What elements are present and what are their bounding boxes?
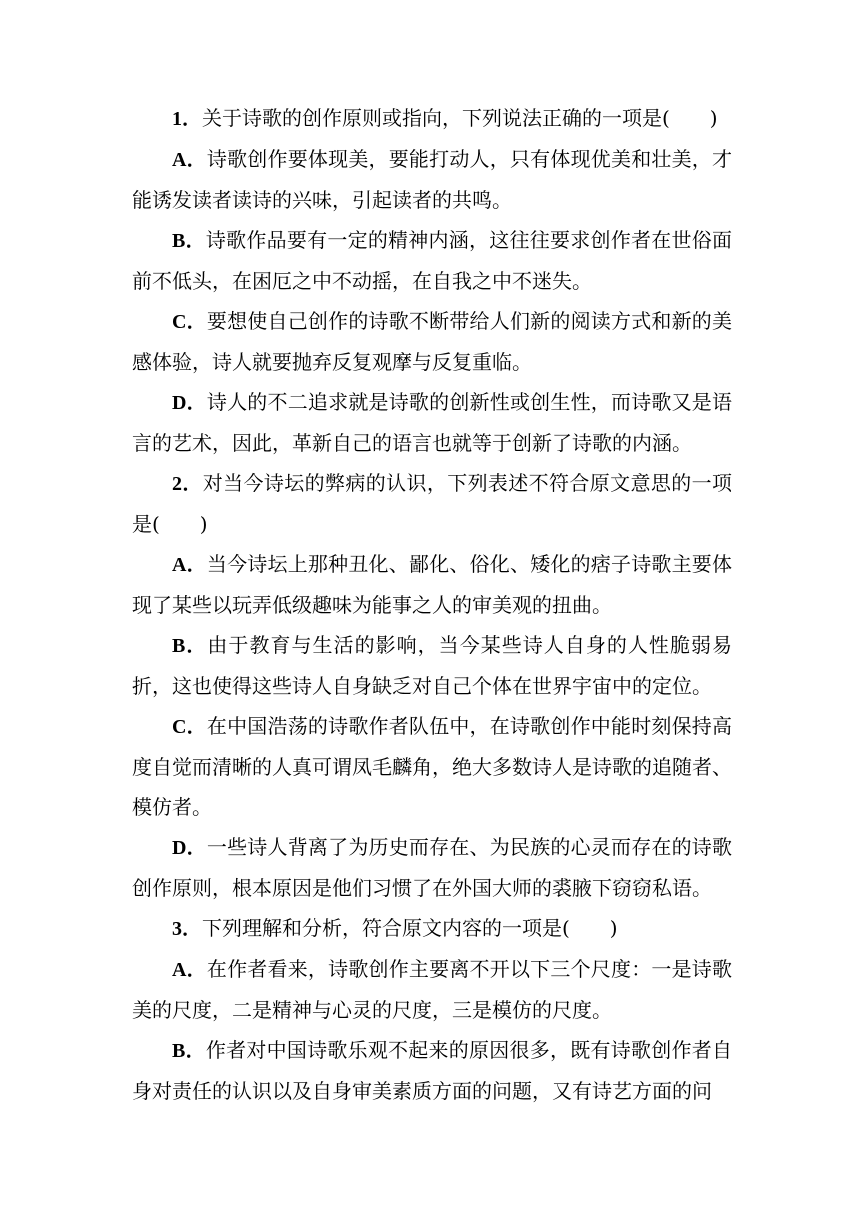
option-text: 作者对中国诗歌乐观不起来的原因很多，既有诗歌创作者自身对责任的认识以及自身审美素质方面的问题，又有诗艺方面的问 [132, 1038, 733, 1103]
option-text: 由于教育与生活的影响，当今某些诗人自身的人性脆弱易折，这也使得这些诗人自身缺乏对自己个体在世界宇宙中的定位。 [132, 633, 733, 698]
question-1-option-b: B．诗歌作品要有一定的精神内涵，这往往要求创作者在世俗面前不低头，在困厄之中不动摇，在自我之中不迷失。 [132, 228, 733, 293]
option-label: A [172, 959, 187, 981]
option-label: C [172, 311, 187, 333]
question-number: 1 [172, 108, 182, 130]
option-text: 在中国浩荡的诗歌作者队伍中，在诗歌创作中能时刻保持高度自觉而清晰的人真可谓凤毛麟角，绝大多数诗人是诗歌的追随者、模仿者。 [132, 714, 733, 819]
question-1-option-a: A．诗歌创作要体现美，要能打动人，只有体现优美和壮美，才能诱发读者读诗的兴味，引起读者的共鸣。 [132, 147, 733, 212]
question-2-option-c: C．在中国浩荡的诗歌作者队伍中，在诗歌创作中能时刻保持高度自觉而清晰的人真可谓凤毛麟角，绝大多数诗人是诗歌的追随者、模仿者。 [132, 714, 733, 819]
option-label: A [172, 149, 187, 171]
option-text: 当今诗坛上那种丑化、鄙化、俗化、矮化的痞子诗歌主要体现了某些以玩弄低级趣味为能事之人的审美观的扭曲。 [132, 552, 733, 617]
option-text: 诗歌作品要有一定的精神内涵，这往往要求创作者在世俗面前不低头，在困厄之中不动摇，在自我之中不迷失。 [132, 228, 733, 293]
question-text: 对当今诗坛的弊病的认识，下列表述不符合原文意思的一项是( ) [132, 471, 733, 536]
question-text: 下列理解和分析，符合原文内容的一项是( ) [202, 916, 618, 940]
question-2-option-d: D．一些诗人背离了为历史而存在、为民族的心灵而存在的诗歌创作原则，根本原因是他们习惯了在外国大师的裘腋下窃窃私语。 [132, 835, 733, 900]
question-2-option-b: B．由于教育与生活的影响，当今某些诗人自身的人性脆弱易折，这也使得这些诗人自身缺乏对自己个体在世界宇宙中的定位。 [132, 633, 733, 698]
option-label: D [172, 837, 187, 859]
question-3-option-a: A．在作者看来，诗歌创作主要离不开以下三个尺度：一是诗歌美的尺度，二是精神与心灵的尺度，三是模仿的尺度。 [132, 957, 733, 1022]
option-label: D [172, 392, 187, 414]
option-text: 诗人的不二追求就是诗歌的创新性或创生性，而诗歌又是语言的艺术，因此，革新自己的语言也就等于创新了诗歌的内涵。 [132, 390, 733, 455]
question-1-option-d: D．诗人的不二追求就是诗歌的创新性或创生性，而诗歌又是语言的艺术，因此，革新自己的语言也就等于创新了诗歌的内涵。 [132, 390, 733, 455]
question-2-option-a: A．当今诗坛上那种丑化、鄙化、俗化、矮化的痞子诗歌主要体现了某些以玩弄低级趣味为能事之人的审美观的扭曲。 [132, 552, 733, 617]
question-3-stem: 3．下列理解和分析，符合原文内容的一项是( ) [172, 916, 618, 940]
exam-page [132, 98, 732, 1111]
question-1-stem: 1．关于诗歌的创作原则或指向，下列说法正确的一项是( ) [172, 106, 718, 130]
question-1-option-c: C．要想使自己创作的诗歌不断带给人们新的阅读方式和新的美感体验，诗人就要抛弃反复观摩与反复重临。 [132, 309, 733, 374]
question-3-option-b: B．作者对中国诗歌乐观不起来的原因很多，既有诗歌创作者自身对责任的认识以及自身审美素质方面的问题，又有诗艺方面的问 [132, 1038, 733, 1103]
option-text: 一些诗人背离了为历史而存在、为民族的心灵而存在的诗歌创作原则，根本原因是他们习惯了在外国大师的裘腋下窃窃私语。 [132, 835, 733, 900]
question-number: 2 [172, 473, 182, 495]
option-text: 诗歌创作要体现美，要能打动人，只有体现优美和壮美，才能诱发读者读诗的兴味，引起读者的共鸣。 [132, 147, 733, 212]
option-label: C [172, 716, 187, 738]
option-label: A [172, 554, 187, 576]
question-2-stem: 2．对当今诗坛的弊病的认识，下列表述不符合原文意思的一项是( ) [132, 471, 733, 536]
option-text: 要想使自己创作的诗歌不断带给人们新的阅读方式和新的美感体验，诗人就要抛弃反复观摩与反复重临。 [132, 309, 733, 374]
option-label: B [172, 1040, 186, 1062]
option-label: B [172, 635, 186, 657]
question-number: 3 [172, 918, 182, 940]
option-text: 在作者看来，诗歌创作主要离不开以下三个尺度：一是诗歌美的尺度，二是精神与心灵的尺度，三是模仿的尺度。 [132, 957, 733, 1022]
option-label: B [172, 230, 186, 252]
question-text: 关于诗歌的创作原则或指向，下列说法正确的一项是( ) [202, 106, 718, 130]
